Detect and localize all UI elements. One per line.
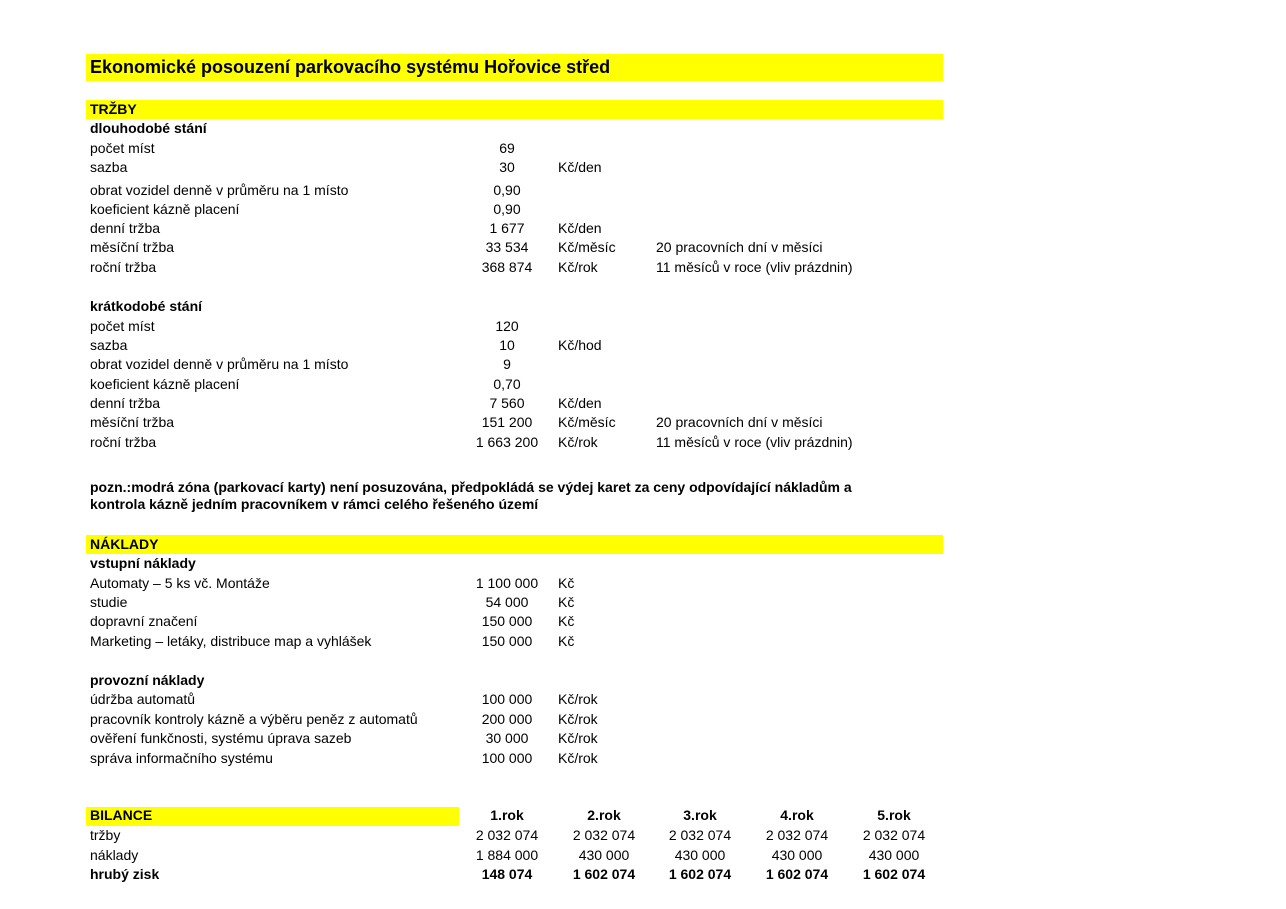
row-unit: Kč/rok [558, 711, 598, 727]
row-note: 11 měsíců v roce (vliv prázdnin) [656, 259, 853, 275]
row-value: 10 [499, 337, 515, 353]
row-label: sazba [90, 159, 128, 175]
row-value: 100 000 [481, 691, 533, 707]
bilance-row-label: náklady [90, 847, 139, 863]
row-label: sazba [90, 337, 128, 353]
row-label: koeficient kázně placení [90, 201, 240, 217]
year-header: 5.rok [877, 807, 911, 823]
row-value: 54 000 [485, 594, 529, 610]
row-label: roční tržba [90, 259, 157, 275]
row-label: měsíční tržba [90, 414, 175, 430]
row-value: 151 200 [481, 414, 533, 430]
bilance-cell: 2 032 074 [572, 827, 636, 843]
bilance-cell: 2 032 074 [765, 827, 829, 843]
row-label: ověření funkčnosti, systému úprava sazeb [90, 730, 352, 746]
note-line-1: pozn.:modrá zóna (parkovací karty) není posuzována, předpokládá se výdej karet za ceny odpovídající nákladům a [90, 479, 852, 495]
row-label: studie [90, 594, 128, 610]
bilance-cell: 2 032 074 [475, 827, 539, 843]
row-note: 20 pracovních dní v měsíci [656, 414, 823, 430]
trzby-header-highlight [86, 100, 943, 119]
row-label: správa informačního systému [90, 750, 273, 766]
row-note: 11 měsíců v roce (vliv prázdnin) [656, 434, 853, 450]
row-label: koeficient kázně placení [90, 376, 240, 392]
row-label: denní tržba [90, 395, 161, 411]
short-term-heading: krátkodobé stání [90, 298, 203, 314]
row-value: 33 534 [485, 239, 529, 255]
row-unit: Kč/den [558, 220, 602, 236]
row-unit: Kč/rok [558, 691, 598, 707]
row-label: údržba automatů [90, 691, 196, 707]
row-label: měsíční tržba [90, 239, 175, 255]
row-note: 20 pracovních dní v měsíci [656, 239, 823, 255]
row-unit: Kč/den [558, 159, 602, 175]
input-costs-heading: vstupní náklady [90, 555, 196, 571]
row-label: Automaty – 5 ks vč. Montáže [90, 575, 270, 591]
bilance-cell: 1 602 074 [765, 866, 829, 882]
row-label: počet míst [90, 318, 155, 334]
row-unit: Kč/měsíc [558, 239, 616, 255]
bilance-cell: 1 602 074 [668, 866, 732, 882]
bilance-cell: 2 032 074 [862, 827, 926, 843]
bilance-header: BILANCE [90, 807, 153, 823]
row-value: 0,70 [493, 376, 521, 392]
bilance-row-label: hrubý zisk [90, 866, 160, 882]
trzby-header: TRŽBY [90, 101, 137, 117]
row-value: 150 000 [481, 613, 533, 629]
row-value: 0,90 [493, 182, 521, 198]
bilance-row-label: tržby [90, 827, 121, 843]
row-unit: Kč/rok [558, 730, 598, 746]
page-title: Ekonomické posouzení parkovacího systému Hořovice střed [90, 57, 611, 77]
bilance-cell: 430 000 [674, 847, 726, 863]
row-unit: Kč/hod [558, 337, 602, 353]
row-value: 150 000 [481, 633, 533, 649]
row-unit: Kč [558, 633, 575, 649]
row-label: obrat vozidel denně v průměru na 1 místo [90, 356, 349, 372]
row-value: 30 000 [485, 730, 529, 746]
year-header: 2.rok [587, 807, 621, 823]
row-label: denní tržba [90, 220, 161, 236]
row-label: pracovník kontroly kázně a výběru peněz z automatů [90, 711, 418, 727]
bilance-cell: 148 074 [481, 866, 533, 882]
operating-costs-heading: provozní náklady [90, 672, 205, 688]
row-value: 30 [499, 159, 515, 175]
row-value: 9 [503, 356, 511, 372]
row-label: obrat vozidel denně v průměru na 1 místo [90, 182, 349, 198]
row-unit: Kč/měsíc [558, 414, 616, 430]
year-header: 4.rok [780, 807, 814, 823]
bilance-cell: 430 000 [578, 847, 630, 863]
row-unit: Kč/rok [558, 434, 598, 450]
row-value: 368 874 [481, 259, 533, 275]
row-unit: Kč [558, 594, 575, 610]
bilance-cell: 1 884 000 [475, 847, 539, 863]
row-value: 1 677 [489, 220, 525, 236]
row-value: 0,90 [493, 201, 521, 217]
year-header: 3.rok [683, 807, 717, 823]
row-value: 1 663 200 [475, 434, 539, 450]
naklady-header-highlight [86, 535, 943, 554]
row-unit: Kč [558, 613, 575, 629]
row-label: Marketing – letáky, distribuce map a vyhlášek [90, 633, 372, 649]
bilance-cell: 430 000 [868, 847, 920, 863]
bilance-cell: 2 032 074 [668, 827, 732, 843]
row-unit: Kč/rok [558, 750, 598, 766]
year-header: 1.rok [490, 807, 524, 823]
row-unit: Kč/den [558, 395, 602, 411]
row-unit: Kč [558, 575, 575, 591]
row-unit: Kč/rok [558, 259, 598, 275]
bilance-cell: 1 602 074 [862, 866, 926, 882]
long-term-heading: dlouhodobé stání [90, 120, 207, 136]
bilance-cell: 1 602 074 [572, 866, 636, 882]
row-value: 120 [495, 318, 519, 334]
row-label: počet míst [90, 140, 155, 156]
row-value: 1 100 000 [475, 575, 539, 591]
row-value: 69 [499, 140, 515, 156]
row-label: roční tržba [90, 434, 157, 450]
note-line-2: kontrola kázně jedním pracovníkem v rámci celého řešeného území [90, 496, 539, 512]
row-value: 200 000 [481, 711, 533, 727]
naklady-header: NÁKLADY [90, 536, 159, 552]
row-label: dopravní značení [90, 613, 198, 629]
row-value: 7 560 [489, 395, 525, 411]
row-value: 100 000 [481, 750, 533, 766]
bilance-cell: 430 000 [771, 847, 823, 863]
